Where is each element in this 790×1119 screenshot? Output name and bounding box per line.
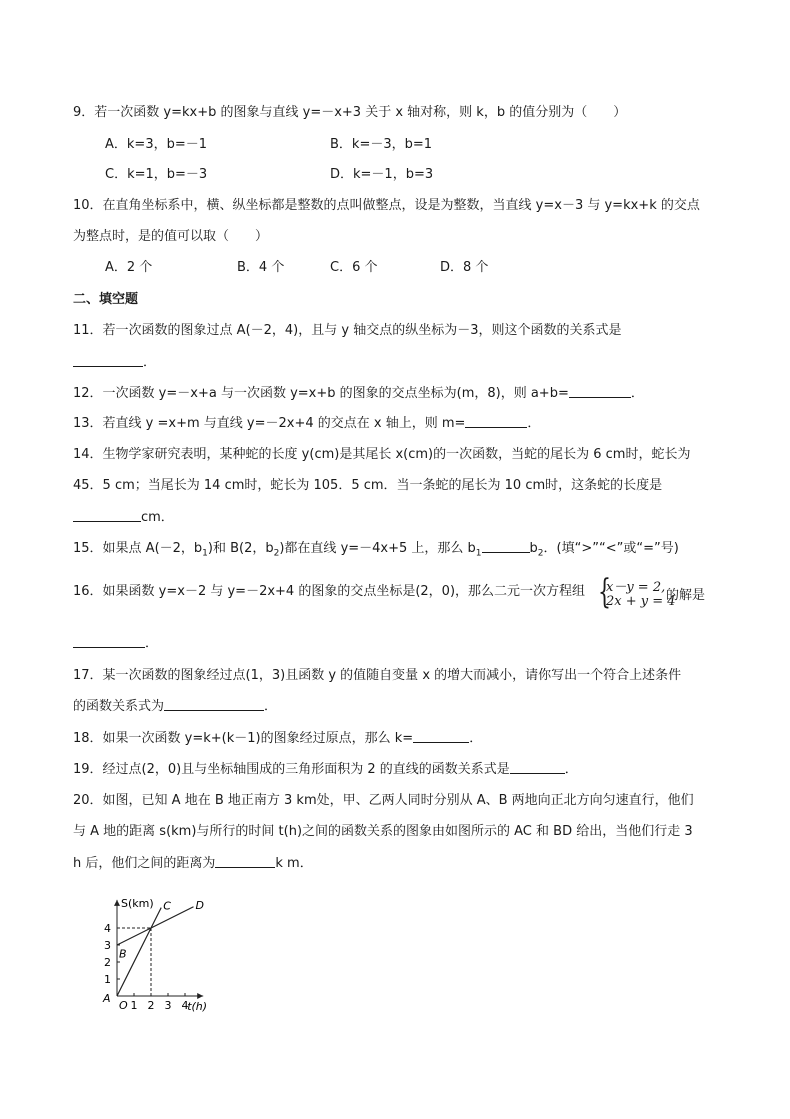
q15-text-tail: ．(填“>”“<”或“=”号) (543, 541, 679, 556)
q19-end: ． (564, 762, 578, 777)
q10-option-d: D．8 个 (440, 260, 489, 275)
q15-sub-3: 1 (475, 548, 482, 559)
q15-line (73, 540, 679, 563)
q17-blank[interactable] (164, 698, 264, 711)
q10-line1: 10．在直角坐标系中，横、纵坐标都是整数的点叫做整点，设是为整数，当直线 y=x－3 与 y=kx+k 的交点 (73, 198, 700, 213)
q11-end: ． (143, 355, 157, 370)
q20-text: h 后，他们之间的距离为 (73, 856, 216, 871)
series-label-c: C (163, 899, 171, 913)
q15-text-b: b (529, 541, 538, 556)
q13-text: 13．若直线 y =x+m 与直线 y=－2x+4 的交点在 x 轴上，则 m= (73, 416, 466, 431)
q13-end: ． (527, 416, 541, 431)
y-axis-label: S(km) (121, 896, 154, 910)
q15-text-mid: )和 B(2，b (207, 541, 274, 556)
q9-option-d: D．k=－1，b=3 (330, 167, 434, 182)
x-tick-label: 2 (147, 999, 155, 1012)
q16-end: ． (145, 636, 159, 651)
point-b-label: B (119, 947, 127, 961)
section-heading: 二、填空题 (73, 292, 139, 307)
q10-option-b: B．4 个 (237, 260, 285, 275)
q9-option-b: B．k=－3，b=1 (330, 137, 433, 152)
q19-line (73, 761, 578, 779)
q12-end: ． (630, 386, 644, 401)
q17-text: 的函数关系式为 (73, 699, 165, 714)
q18-end: ． (469, 731, 483, 746)
q15-sub-2: 2 (273, 548, 280, 559)
x-tick-label: 4 (181, 999, 189, 1012)
q20-blank[interactable] (215, 855, 275, 868)
q13-line (73, 415, 540, 433)
origin-label: O (119, 999, 128, 1012)
q17-line1: 17．某一次函数的图象经过点(1，3)且函数 y 的值随自变量 x 的增大而减小，请你写出一个符合上述条件 (73, 668, 682, 683)
y-axis-arrow-icon (114, 900, 120, 906)
q20-line1: 20．如图，已知 A 地在 B 地正南方 3 km处，甲、乙两人同时分别从 A、B 两地向正北方向匀速直行，他们 (73, 793, 694, 808)
q9-option-c: C．k=1，b=－3 (105, 167, 208, 182)
q19-blank[interactable] (510, 761, 565, 774)
q15-text-mid2: )都在直线 y=－4x+5 上，那么 b (279, 541, 476, 556)
q18-line (73, 730, 482, 748)
q17-end: ． (264, 699, 278, 714)
q14-blank[interactable] (73, 509, 141, 522)
y-tick-label: 2 (104, 956, 111, 969)
q18-blank[interactable] (413, 730, 469, 743)
q11-blank[interactable] (73, 354, 143, 367)
q9-stem: 9．若一次函数 y=kx+b 的图象与直线 y=－x+3 关于 x 轴对称，则 k，b 的值分别为（ ） (73, 105, 627, 120)
q16-blank[interactable] (73, 635, 145, 648)
q11-answer-line (73, 354, 156, 372)
q15-blank[interactable] (482, 540, 530, 553)
q20-end: k m． (275, 856, 313, 871)
q9-option-a: A．k=3，b=－1 (105, 137, 208, 152)
series-label-d: D (195, 898, 204, 912)
x-tick-label: 1 (130, 999, 138, 1012)
q14-answer-line (73, 509, 174, 527)
q15-sub-4: 2 (537, 548, 544, 559)
equation-1: x－y = 2, (606, 580, 666, 595)
q11-line1: 11．若一次函数的图象过点 A(－2，4)，且与 y 轴交点的纵坐标为－3，则这个函数的关系式是 (73, 323, 622, 338)
q18-text: 18．如果一次函数 y=k+(k－1)的图象经过原点，那么 k= (73, 731, 414, 746)
x-axis-label: t(h) (187, 1000, 208, 1013)
q12-line (73, 385, 644, 403)
q14-line2: 45．5 cm；当尾长为 14 cm时，蛇长为 105．5 cm．当一条蛇的尾长为 10 cm时，这条蛇的长度是 (73, 478, 663, 493)
x-axis-arrow-icon (197, 993, 203, 999)
y-tick-label: 4 (104, 922, 111, 935)
q13-blank[interactable] (465, 415, 527, 428)
q14-line1: 14．生物学家研究表明，某种蛇的长度 y(cm)是其尾长 x(cm)的一次函数，当蛇的尾长为 6 cm时，蛇长为 (73, 447, 691, 462)
q20-line3 (73, 855, 313, 873)
q16-answer-line (73, 635, 158, 653)
y-tick-label: 3 (104, 939, 111, 952)
point-a-label: A (103, 992, 111, 1005)
q14-end: cm． (141, 510, 174, 525)
q20-line2: 与 A 地的距离 s(km)与所行的时间 t(h)之间的函数关系的图象由如图所示的 AC 和 BD 给出，当他们行走 3 (73, 824, 693, 839)
brace-icon: { (598, 572, 611, 612)
distance-time-graph (95, 885, 235, 1025)
q10-option-c: C．6 个 (330, 260, 378, 275)
q16-after: 的解是 (666, 588, 706, 603)
q10-line2: 为整点时，是的值可以取（ ） (73, 229, 269, 244)
q17-line2 (73, 698, 277, 716)
equation-system (598, 572, 718, 612)
q15-sub-1: 1 (202, 548, 208, 559)
x-tick-label: 3 (164, 999, 172, 1012)
q12-text: 12．一次函数 y=－x+a 与一次函数 y=x+b 的图象的交点坐标为(m，8)，则 a+b= (73, 386, 569, 401)
q10-option-a: A．2 个 (105, 260, 153, 275)
q16-line1: 16．如果函数 y=x－2 与 y=－2x+4 的图象的交点坐标是(2，0)，那么二元一次方程组 (73, 584, 586, 599)
q12-blank[interactable] (569, 385, 631, 398)
equation-2: 2x + y = 4 (606, 594, 676, 609)
series-line-d (117, 907, 194, 945)
y-tick-label: 1 (104, 973, 111, 986)
q19-text: 19．经过点(2，0)且与坐标轴围成的三角形面积为 2 的直线的函数关系式是 (73, 762, 510, 777)
q15-text-pre: 15．如果点 A(－2，b (73, 541, 203, 556)
